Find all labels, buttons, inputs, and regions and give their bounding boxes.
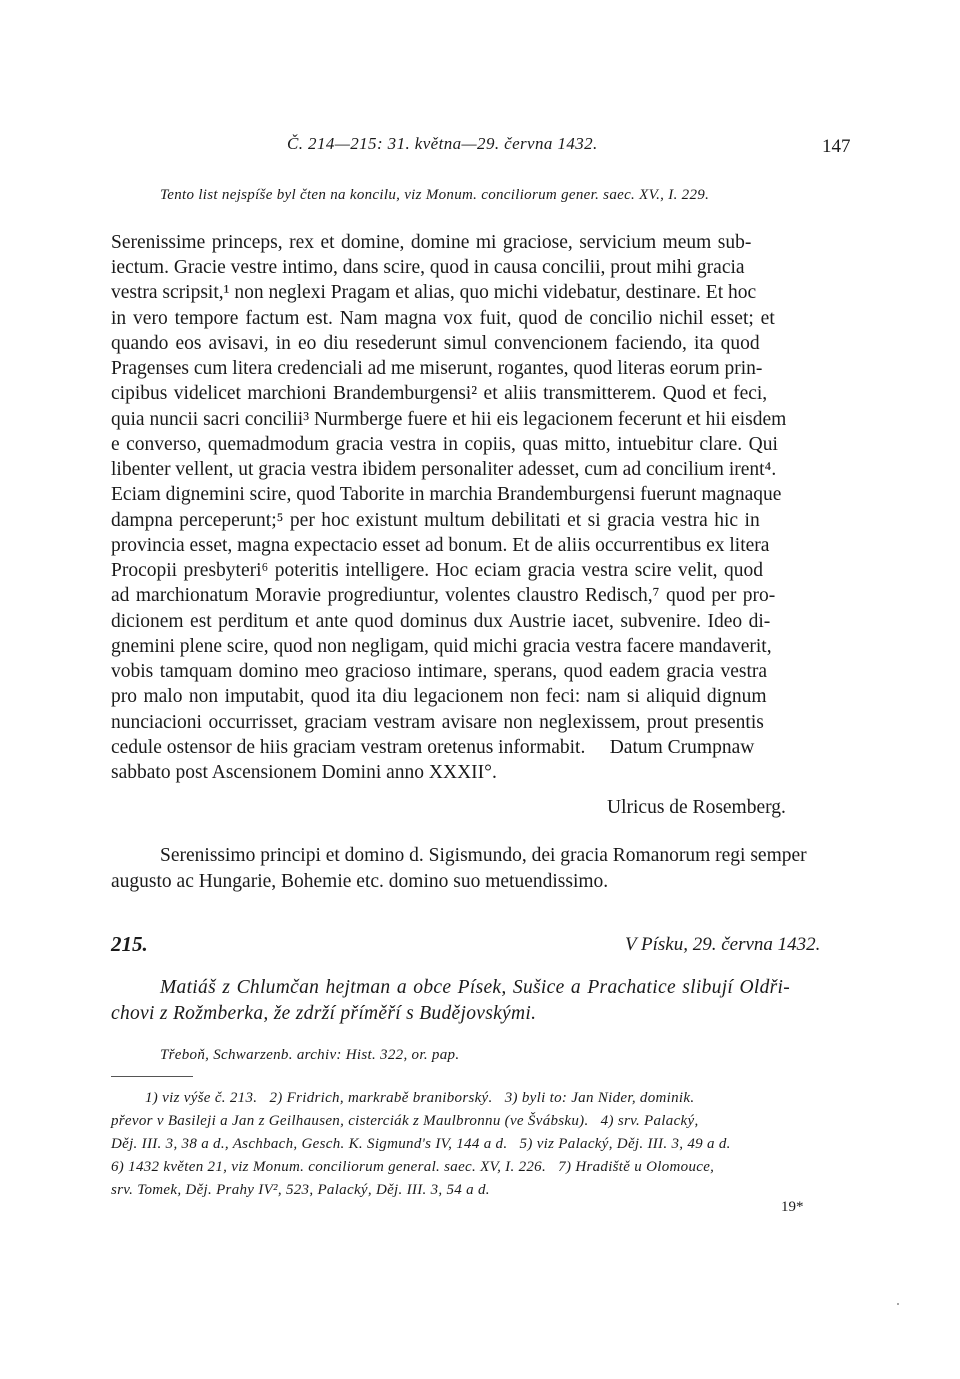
signature: Ulricus de Rosemberg. (607, 797, 786, 818)
regest-line: chovi z Rožmberka, že zdrží příměří s Budějovskými. (111, 1003, 537, 1024)
body-line: pro malo non imputabit, quod ita diu legacionem non feci: nam si aliquid dignum (111, 686, 767, 707)
body-line: iectum. Gracie vestre intimo, dans scire, quod in causa concilii, prout mihi gracia (111, 257, 745, 278)
regest-line: Matiáš z Chlumčan hejtman a obce Písek, Sušice a Prachatice slibují Oldři- (160, 977, 791, 998)
document-number: 215. (111, 932, 148, 956)
body-line: libenter vellent, ut gracia vestra ibidem personaliter adesset, cum ad concilium irent⁴. (111, 459, 777, 480)
body-line: ad marchionatum Moravie progrediuntur, volentes claustro Redisch,⁷ quod per pro- (111, 585, 776, 606)
body-line: cipibus videlicet marchioni Brandemburgensi² et aliis transmitterem. Quod et feci, (111, 383, 768, 404)
body-line: vestra scripsit,¹ non neglexi Pragam et alias, quo michi videbatur, destinare. Et hoc (111, 282, 757, 303)
body-line: gnemini plene scire, quod non negligam, quid michi gracia vestra facere mandaverit, (111, 636, 772, 657)
scan-speck (897, 1303, 899, 1305)
body-line: Serenissime princeps, rex et domine, domine mi graciose, servicium meum sub- (111, 232, 752, 253)
footnote-line: Děj. III. 3, 38 a d., Aschbach, Gesch. K. Sigmund's IV, 144 a d. 5) viz Palacký, Děj. III. 3, 49 a d. (111, 1136, 731, 1152)
body-line: quia nuncii sacri concilii³ Nurmberge fuere et hii eis legacionem fecerunt et hii eisdem (111, 409, 787, 430)
body-line: Eciam dignemini scire, quod Taborite in marchia Brandemburgensi fuerunt magnaque (111, 484, 782, 505)
footnote-line: 1) viz výše č. 213. 2) Fridrich, markrabě braniborský. 3) byli to: Jan Nider, dominik. (145, 1090, 695, 1106)
source-note: Tento list nejspíše byl čten na koncilu, viz Monum. conciliorum gener. saec. XV., I. 229. (160, 187, 710, 203)
running-title: Č. 214—215: 31. května—29. června 1432. (287, 134, 598, 153)
address-line: augusto ac Hungarie, Bohemie etc. domino suo metuendissimo. (111, 871, 609, 892)
footnote-divider (111, 1076, 193, 1077)
page-number: 147 (822, 136, 851, 157)
printer-signature-mark: 19* (781, 1199, 804, 1215)
body-line: vobis tamquam domino meo gracioso intimare, sperans, quod eadem gracia vestra (111, 661, 768, 682)
footnote-line: 6) 1432 květen 21, viz Monum. conciliorum general. saec. XV, I. 226. 7) Hradiště u Olomouce, (111, 1159, 715, 1175)
footnote-line: srv. Tomek, Děj. Prahy IV², 523, Palacký, Děj. III. 3, 54 a d. (111, 1182, 490, 1198)
archive-note: Třeboň, Schwarzenb. archiv: Hist. 322, or. pap. (160, 1047, 460, 1063)
body-line: sabbato post Ascensionem Domini anno XXXII°. (111, 762, 497, 783)
body-line: in vero tempore factum est. Nam magna vox fuit, quod de concilio nichil esset; et (111, 308, 775, 329)
body-line: e converso, quemadmodum gracia vestra in copiis, quas mitto, intuebitur clare. Qui (111, 434, 778, 455)
body-line: Procopii presbyteri⁶ poteritis intelligere. Hoc eciam gracia vestra scire velit, quod (111, 560, 763, 581)
address-line: Serenissimo principi et domino d. Sigismundo, dei gracia Romanorum regi semper (160, 845, 807, 866)
body-line: Pragenses cum litera credenciali ad me miserunt, rogantes, quod literas eorum prin- (111, 358, 763, 379)
body-line: nunciacioni occurrisset, graciam vestram avisare non neglexissem, prout presentis (111, 712, 764, 733)
document-dateline: V Písku, 29. června 1432. (625, 934, 821, 955)
body-line: quando eos avisavi, in eo diu resederunt simul convencionem faciendo, ita quod (111, 333, 760, 354)
body-line: provincia esset, magna expectacio esset ad bonum. Et de aliis occurrentibus ex litera (111, 535, 770, 556)
body-line: dampna perceperunt;⁵ per hoc existunt multum debilitati et si gracia vestra hic in (111, 510, 760, 531)
footnote-line: převor v Basileji a Jan z Geilhausen, cisterciák z Maulbronnu (ve Švábsku). 4) srv. Palacký, (111, 1113, 699, 1129)
body-line: cedule ostensor de hiis graciam vestram oretenus informabit. Datum Crumpnaw (111, 737, 755, 758)
body-line: dicionem est perditum et ante quod dominus dux Austrie iacet, subvenire. Ideo di- (111, 611, 771, 632)
